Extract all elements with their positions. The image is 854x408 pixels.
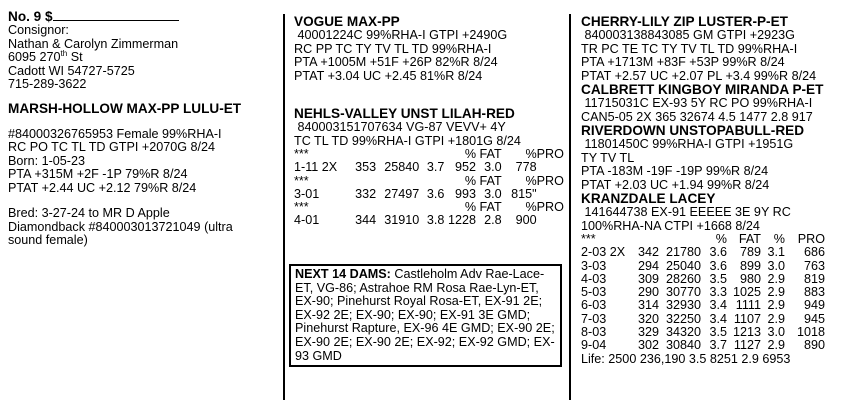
consignor-address: 6095 270th St <box>8 48 83 64</box>
record-cell: 332 <box>355 186 377 201</box>
record-cell: PRO <box>797 232 825 246</box>
record-cell: 3.0 <box>484 160 502 175</box>
record-cell: 314 <box>637 298 659 313</box>
record-cell <box>631 233 659 246</box>
bred-info-line: sound female) <box>8 233 88 247</box>
animal-name: MARSH-HOLLOW MAX-PP LULU-ET <box>8 100 242 116</box>
record-cell: 329 <box>637 325 659 340</box>
record-cell: 32250 <box>665 311 701 326</box>
record-cell <box>349 201 376 214</box>
next-dams-text: Castleholm Adv Rae-Lace-ET, VG-86; Astrahoe RM Rosa Rae-Lyn-ET, EX-90; Pinehurst Royal Rosa-ET, EX-91 2E; EX-92 2E; EX-90; EX-90; EX-91 3E GMD; Pinehurst Rapture, EX-96 4E GMD; EX-90 2E; EX-90 2E; EX-90 2E; EX-92; EX-92 GMD; EX-93 GMD <box>295 267 555 363</box>
record-cell: 945 <box>803 311 825 326</box>
mgs-info-line: CAN5-05 2X 365 32674 4.5 1477 2.8 917 <box>581 109 813 124</box>
animal-info-line: #84000326765953 Female 99%RHA-I <box>8 126 222 141</box>
record-cell: 899 <box>739 258 761 273</box>
dam-records-table <box>294 148 564 228</box>
record-cell: 290 <box>637 285 659 300</box>
record-cell: 27497 <box>384 186 420 201</box>
record-cell: % <box>525 200 537 215</box>
record-cell: *** <box>294 200 309 215</box>
record-cell: 342 <box>637 245 659 260</box>
record-cell: 686 <box>803 245 825 260</box>
record-cell: 815" <box>511 186 537 201</box>
record-cell <box>537 188 564 201</box>
record-row <box>294 201 564 214</box>
record-cell: 4-01 <box>294 213 320 228</box>
record-row <box>581 313 825 326</box>
record-cell <box>376 175 419 188</box>
record-cell: 2.9 <box>767 311 785 326</box>
record-cell: 1127 <box>733 338 761 353</box>
record-cell: 3.6 <box>426 186 445 201</box>
animal-info-line: RC PO TC TL TD GTPI +2070G 8/24 <box>8 140 216 154</box>
record-cell: % <box>525 173 537 188</box>
next-dams-box <box>289 264 562 367</box>
record-cell: 789 <box>739 245 761 260</box>
sire-info-line: PTAT +2.57 UC +2.07 PL +3.4 99%R 8/24 <box>581 68 817 83</box>
record-cell: 25040 <box>665 258 701 273</box>
dam-name: NEHLS-VALLEY UNST LILAH-RED <box>294 106 515 121</box>
record-row <box>581 286 825 299</box>
record-cell: 1107 <box>733 311 761 326</box>
record-row <box>581 339 825 352</box>
record-cell: 2.8 <box>484 213 502 228</box>
record-cell: 30840 <box>665 338 701 353</box>
record-cell: 344 <box>355 213 377 228</box>
consignor-name: Nathan & Carolyn Zimmerman <box>8 36 179 51</box>
record-cell: 5-03 <box>581 285 607 300</box>
ggd-info-line: 141644738 EX-91 EEEEE 3E 9Y RC <box>581 205 791 219</box>
record-cell: % <box>464 200 477 215</box>
record-cell: 3.0 <box>767 258 785 273</box>
record-cell <box>376 201 419 214</box>
sire-info-line: PTA +1713M +83F +53P 99%R 8/24 <box>581 55 785 69</box>
record-cell: 1-11 2X <box>294 160 338 175</box>
record-row <box>581 273 825 286</box>
lifetime-record: Life: 2500 236,190 3.5 8251 2.9 6953 <box>581 351 791 366</box>
record-cell: 1228 <box>448 213 477 228</box>
record-cell: 7-03 <box>581 311 607 326</box>
mgd-name: RIVERDOWN UNSTOPABULL-RED <box>581 123 805 138</box>
consignor-city: Cadott WI 54727-5725 <box>8 63 135 78</box>
mgd-info-line: PTAT +2.03 UC +1.94 99%R 8/24 <box>581 177 770 192</box>
column-left <box>8 10 278 408</box>
record-cell <box>537 214 564 227</box>
record-row <box>294 214 564 227</box>
record-cell: 8-03 <box>581 325 607 340</box>
record-cell: *** <box>294 147 309 161</box>
record-cell: 9-04 <box>581 338 607 353</box>
record-cell: 1213 <box>732 325 761 340</box>
bred-info-line: Diamondback #840003013721049 (ultra <box>8 219 233 234</box>
record-cell: PRO <box>536 147 564 161</box>
record-row <box>581 260 825 273</box>
record-cell: 3.3 <box>709 285 727 300</box>
record-cell: 883 <box>803 285 825 300</box>
dam-info-line: TC TL TD 99%RHA-I GTPI +1801G 8/24 <box>294 133 521 148</box>
record-cell: 890 <box>803 338 825 353</box>
record-cell: 949 <box>803 298 825 313</box>
record-cell: 3.5 <box>709 325 727 340</box>
sire-info-line: RC PP TC TY TV TL TD 99%RHA-I <box>294 41 492 56</box>
record-cell: % <box>525 147 537 161</box>
record-cell <box>419 148 444 161</box>
record-cell: FAT <box>479 147 502 161</box>
record-cell: 30770 <box>665 285 701 300</box>
record-cell: 353 <box>355 160 377 175</box>
record-cell: 28260 <box>665 271 701 286</box>
record-cell: 2.9 <box>767 298 785 313</box>
record-cell: 900 <box>515 213 537 228</box>
sire-info-line: TR PC TE TC TY TV TL TD 99%RHA-I <box>581 41 798 56</box>
mgs-name: CALBRETT KINGBOY MIRANDA P-ET <box>581 82 824 97</box>
record-row <box>294 148 564 161</box>
record-cell: 3.0 <box>484 186 502 201</box>
record-cell: % <box>715 232 727 246</box>
record-cell: 980 <box>739 271 761 286</box>
record-cell <box>419 201 444 214</box>
record-cell: 778 <box>515 160 537 175</box>
animal-info-line: PTAT +2.44 UC +2.12 79%R 8/24 <box>8 180 197 195</box>
record-cell: 3.8 <box>426 213 445 228</box>
mgs-info-line: 11715031C EX-93 5Y RC PO 99%RHA-I <box>581 96 813 110</box>
ggd-info-line: 100%RHA-NA CTPI +1668 8/24 <box>581 218 760 233</box>
record-row <box>294 188 564 201</box>
sire-info-line: 40001224C 99%RHA-I GTPI +2490G <box>294 28 508 42</box>
sire-info-line: 840003138843085 GM GTPI +2923G <box>581 28 795 42</box>
consignor-label: Consignor: <box>8 23 69 37</box>
record-cell: 6-03 <box>581 298 607 313</box>
record-cell: 819 <box>803 271 825 286</box>
bred-info-line: Bred: 3-27-24 to MR D Apple <box>8 206 170 220</box>
record-cell <box>419 175 444 188</box>
record-cell: 3-01 <box>294 186 320 201</box>
record-cell: 3.4 <box>709 311 727 326</box>
record-cell: % <box>773 232 785 246</box>
record-cell <box>349 175 376 188</box>
record-cell: *** <box>581 232 596 246</box>
record-cell: 2-03 2X <box>581 245 626 260</box>
lot-number: No. 9 $ <box>8 10 278 24</box>
record-cell: 1018 <box>796 325 825 340</box>
record-cell: % <box>464 173 477 188</box>
dam-info-line: 840003151707634 VG-87 VEVV+ 4Y <box>294 120 506 134</box>
sire-info-line: PTAT +3.04 UC +2.45 81%R 8/24 <box>294 68 483 83</box>
record-cell: 1111 <box>735 298 761 313</box>
price-blank-line <box>53 10 179 21</box>
record-cell: 309 <box>637 271 659 286</box>
record-cell <box>659 233 701 246</box>
animal-info-line: Born: 1-05-23 <box>8 153 86 168</box>
record-row <box>581 299 825 312</box>
record-row <box>581 233 825 246</box>
record-cell: FAT <box>738 232 761 246</box>
record-cell: 952 <box>455 160 477 175</box>
record-cell: 320 <box>637 311 659 326</box>
record-cell <box>537 161 564 174</box>
record-cell: 3.6 <box>709 245 727 260</box>
record-cell: FAT <box>479 173 502 188</box>
record-cell: 302 <box>637 338 659 353</box>
record-cell: 3.7 <box>709 338 727 353</box>
record-cell: 25840 <box>384 160 420 175</box>
record-cell: 1025 <box>732 285 761 300</box>
ggd-name: KRANZDALE LACEY <box>581 191 716 206</box>
record-cell: 3.6 <box>709 258 727 273</box>
record-row <box>294 175 564 188</box>
record-cell: 294 <box>637 258 659 273</box>
mgd-info-line: TY TV TL <box>581 150 635 165</box>
record-cell: 763 <box>803 258 825 273</box>
record-cell: PRO <box>536 173 564 188</box>
record-cell <box>349 148 376 161</box>
record-cell: PRO <box>536 200 564 215</box>
column-divider <box>569 14 571 400</box>
mgd-info-line: PTA -183M -19F -19P 99%R 8/24 <box>581 164 769 178</box>
record-cell: 2.9 <box>767 271 785 286</box>
next-dams-heading: NEXT 14 DAMS: <box>295 267 391 281</box>
record-cell: 3.1 <box>767 245 785 260</box>
record-cell: 21780 <box>665 245 701 260</box>
record-cell: 2.9 <box>767 338 785 353</box>
record-cell: % <box>464 147 477 161</box>
ggd-records-table <box>581 233 825 353</box>
record-cell: 3.7 <box>426 160 445 175</box>
record-cell: 2.9 <box>767 285 785 300</box>
mgd-info-line: 11801450C 99%RHA-I GTPI +1951G <box>581 137 794 151</box>
sire-name: VOGUE MAX-PP <box>294 14 400 29</box>
record-row <box>294 161 564 174</box>
record-cell: *** <box>294 173 309 188</box>
record-cell: 3.4 <box>709 298 727 313</box>
record-cell: 4-03 <box>581 271 607 286</box>
record-cell: FAT <box>479 200 502 215</box>
sire-name: CHERRY-LILY ZIP LUSTER-P-ET <box>581 14 788 29</box>
record-cell: 31910 <box>384 213 420 228</box>
record-row <box>581 246 825 259</box>
record-cell: 993 <box>455 186 477 201</box>
record-cell: 32930 <box>665 298 701 313</box>
sire-info-line: PTA +1005M +51F +26P 82%R 8/24 <box>294 55 498 69</box>
record-row <box>581 326 825 339</box>
column-divider <box>283 14 285 400</box>
record-cell: 3.5 <box>709 271 727 286</box>
record-cell: 3.0 <box>767 325 785 340</box>
record-cell <box>376 148 419 161</box>
consignor-phone: 715-289-3622 <box>8 77 87 91</box>
column-right <box>581 15 849 408</box>
record-cell: 3-03 <box>581 258 607 273</box>
record-cell: 34320 <box>665 325 701 340</box>
animal-info-line: PTA +315M +2F -1P 79%R 8/24 <box>8 167 188 181</box>
